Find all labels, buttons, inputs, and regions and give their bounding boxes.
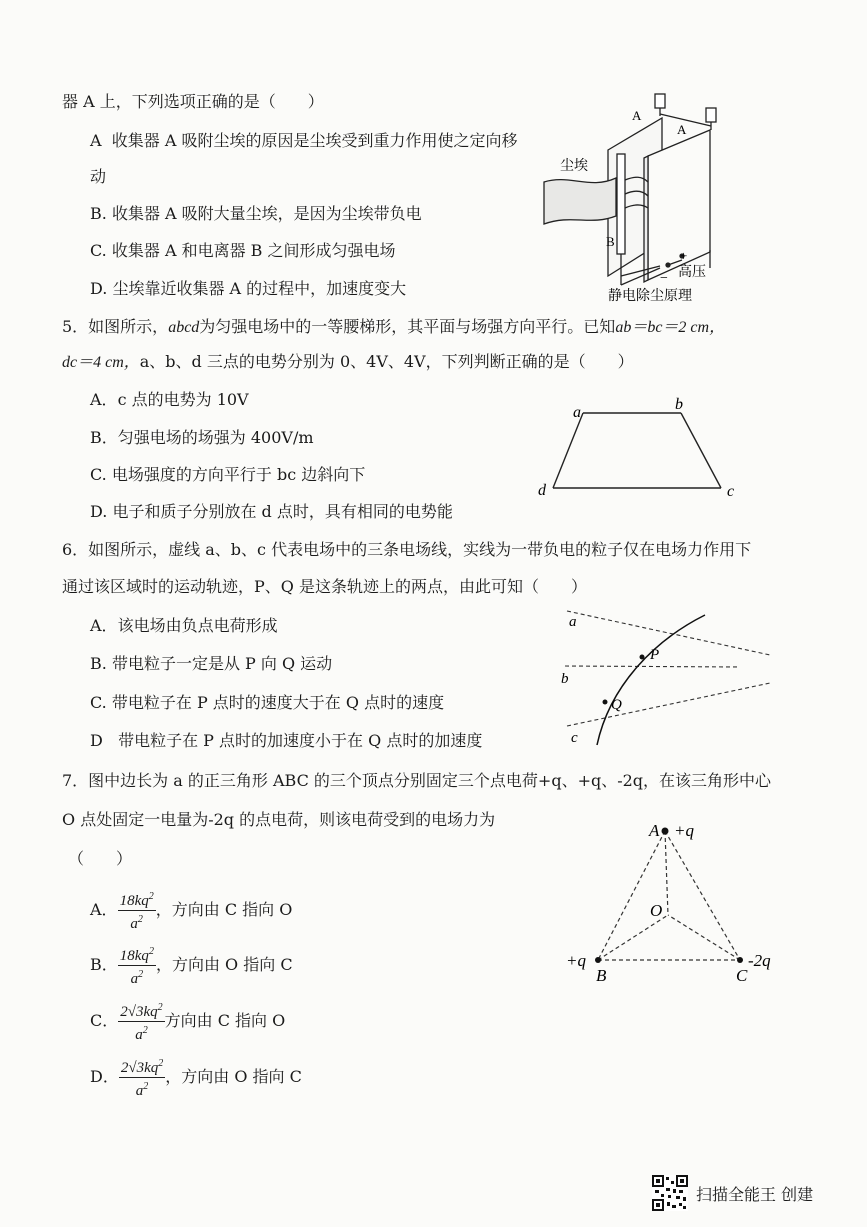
option-letter: C. (90, 465, 107, 484)
q5-stem-eq: ab＝bc＝2 cm， (615, 319, 726, 336)
option-letter: A． (90, 390, 118, 409)
qr-code-icon (652, 1175, 688, 1211)
label-hv: 高压 (678, 265, 706, 280)
vertex-c: c (727, 483, 735, 500)
figure-caption: 静电除尘原理 (608, 289, 692, 304)
q4-stem-tail: 器 A 上，下列选项正确的是（ ） (62, 92, 324, 111)
q5-option-a (90, 390, 249, 410)
charge-B: +q (566, 951, 586, 970)
option-letter: A． (90, 900, 118, 919)
label-A2: A (677, 122, 687, 137)
option-letter: C. (90, 241, 107, 260)
scanner-watermark: 扫描全能王 创建 (696, 1185, 814, 1204)
fraction-numerator: 2√3kq (120, 1059, 159, 1076)
line-c-label: c (571, 730, 578, 746)
option-letter: A． (90, 616, 118, 635)
option-text: ，方向由 O 指向 C (155, 955, 293, 974)
option-letter: D (90, 731, 103, 750)
charge-C: -2q (748, 951, 771, 970)
option-text: 收集器 A 和电离器 B 之间形成匀强电场 (111, 241, 396, 260)
exponent: 2 (143, 1080, 149, 1092)
option-fraction (118, 943, 156, 988)
option-text: 带电粒子在 P 点时的加速度小于在 Q 点时的加速度 (118, 731, 483, 750)
fraction-denominator: a (135, 1082, 144, 1099)
option-letter: B. (90, 654, 107, 673)
q6-stem-line1: 6．如图所示，虚线 a、b、c 代表电场中的三条电场线，实线为一带负电的粒子仅在电场力作用下 (62, 540, 752, 559)
exponent: 2 (148, 945, 154, 957)
fraction-numerator: 18kq (119, 947, 149, 964)
triangle-figure (560, 815, 785, 990)
precipitator-figure (540, 90, 740, 305)
exponent: 2 (138, 968, 144, 980)
label-plus: + (680, 248, 688, 263)
q4-option-c (90, 241, 396, 261)
option-text: 带电粒子在 P 点时的速度大于在 Q 点时的速度 (111, 693, 445, 712)
option-letter: B． (90, 955, 118, 974)
option-text: 尘埃靠近收集器 A 的过程中，加速度变大 (112, 279, 407, 298)
option-letter: B． (90, 428, 118, 447)
q4-option-b (90, 204, 422, 224)
option-text: c 点的电势为 10V (117, 390, 249, 409)
exponent: 2 (158, 1057, 164, 1069)
q5-option-c (90, 465, 365, 485)
option-text: 该电场由负点电荷形成 (117, 616, 278, 635)
q5-stem-abcd: abcd (168, 319, 200, 336)
option-letter: C． (90, 1011, 119, 1030)
q6-option-b (90, 654, 332, 674)
charge-A: +q (674, 821, 694, 840)
option-letter: D. (90, 502, 108, 521)
option-text: 电场强度的方向平行于 bc 边斜向下 (111, 465, 366, 484)
option-text: 收集器 A 吸附尘埃的原因是尘埃受到重力作用使之定向移 (111, 131, 518, 150)
q5-stem-line1 (62, 317, 725, 338)
option-letter: D. (90, 279, 108, 298)
q7-option-c (90, 999, 285, 1043)
point-q-label: Q (611, 697, 622, 713)
fraction-denominator: a (135, 1026, 143, 1043)
q5-stem-post2: a、b、d 三点的电势分别为 0、4V、4V，下列判断正确的是（ ） (139, 352, 634, 371)
q6-option-c (90, 693, 444, 713)
label-B: B (606, 234, 615, 249)
option-letter: C. (90, 693, 107, 712)
fraction-denominator: a (130, 915, 138, 932)
trapezoid-figure (535, 395, 745, 505)
option-letter: D． (90, 1067, 119, 1086)
q5-option-b (90, 428, 314, 448)
exponent: 2 (137, 913, 143, 925)
vertex-C: C (736, 966, 748, 985)
q7-option-d (90, 1055, 302, 1099)
q7-stem-line2: O 点处固定一电量为-2q 的点电荷，则该电荷受到的电场力为 (62, 810, 496, 829)
vertex-A: A (649, 821, 660, 840)
center-O: O (650, 901, 663, 920)
q5-stem-post: 为匀强电场中的一等腰梯形，其平面与场强方向平行。已知 (199, 317, 616, 336)
q6-option-a (90, 616, 278, 636)
option-fraction (118, 999, 164, 1044)
vertex-b: b (675, 396, 683, 413)
q4-option-a (90, 131, 517, 151)
option-text: 匀强电场的场强为 400V/m (117, 428, 314, 447)
q7-option-b (90, 943, 293, 987)
q5-stem-pre: 5．如图所示， (62, 317, 169, 336)
option-text: ，方向由 O 指向 C (165, 1067, 302, 1086)
vertex-d: d (538, 482, 546, 499)
q7-option-a (90, 888, 292, 932)
q5-stem-line2 (62, 352, 634, 373)
vertex-B: B (596, 966, 607, 985)
q6-stem-line2: 通过该区域时的运动轨迹，P、Q 是这条轨迹上的两点，由此可知（ ） (62, 577, 587, 596)
option-text: 电子和质子分别放在 d 点时，具有相同的电势能 (112, 502, 453, 521)
label-minus: − (660, 271, 668, 286)
q4-option-d (90, 279, 406, 299)
q7-stem-line1: 7．图中边长为 a 的正三角形 ABC 的三个顶点分别固定三个点电荷+q、+q、-2q，在该三角形中心 (62, 771, 772, 790)
field-lines-figure (555, 605, 785, 750)
q6-option-d (90, 731, 482, 751)
option-text: ，方向由 C 指向 O (155, 900, 293, 919)
option-fraction (118, 888, 156, 933)
label-A1: A (632, 108, 642, 123)
line-b-label: b (561, 671, 569, 687)
fraction-denominator: a (130, 970, 139, 987)
option-text: 收集器 A 吸附大量尘埃，是因为尘埃带负电 (111, 204, 422, 223)
option-text: 带电粒子一定是从 P 向 Q 运动 (111, 654, 333, 673)
option-letter: A (90, 131, 102, 150)
fraction-numerator: 2√3kq (120, 1003, 158, 1020)
option-fraction (119, 1055, 165, 1100)
fraction-numerator: 18kq (119, 892, 149, 909)
option-text: 方向由 C 指向 O (164, 1011, 286, 1030)
exponent: 2 (157, 1001, 163, 1013)
exponent: 2 (142, 1024, 148, 1036)
option-letter: B. (90, 204, 107, 223)
q5-option-d (90, 502, 453, 522)
q4-option-a-cont: 动 (90, 167, 107, 186)
vertex-a: a (573, 404, 581, 421)
line-a-label: a (569, 614, 577, 630)
point-p-label: P (650, 647, 660, 663)
q7-answer-blank: （ ） (68, 849, 133, 868)
q5-stem-eq2: dc＝4 cm， (62, 354, 140, 371)
exponent: 2 (148, 890, 154, 902)
label-dust: 尘埃 (560, 159, 588, 174)
